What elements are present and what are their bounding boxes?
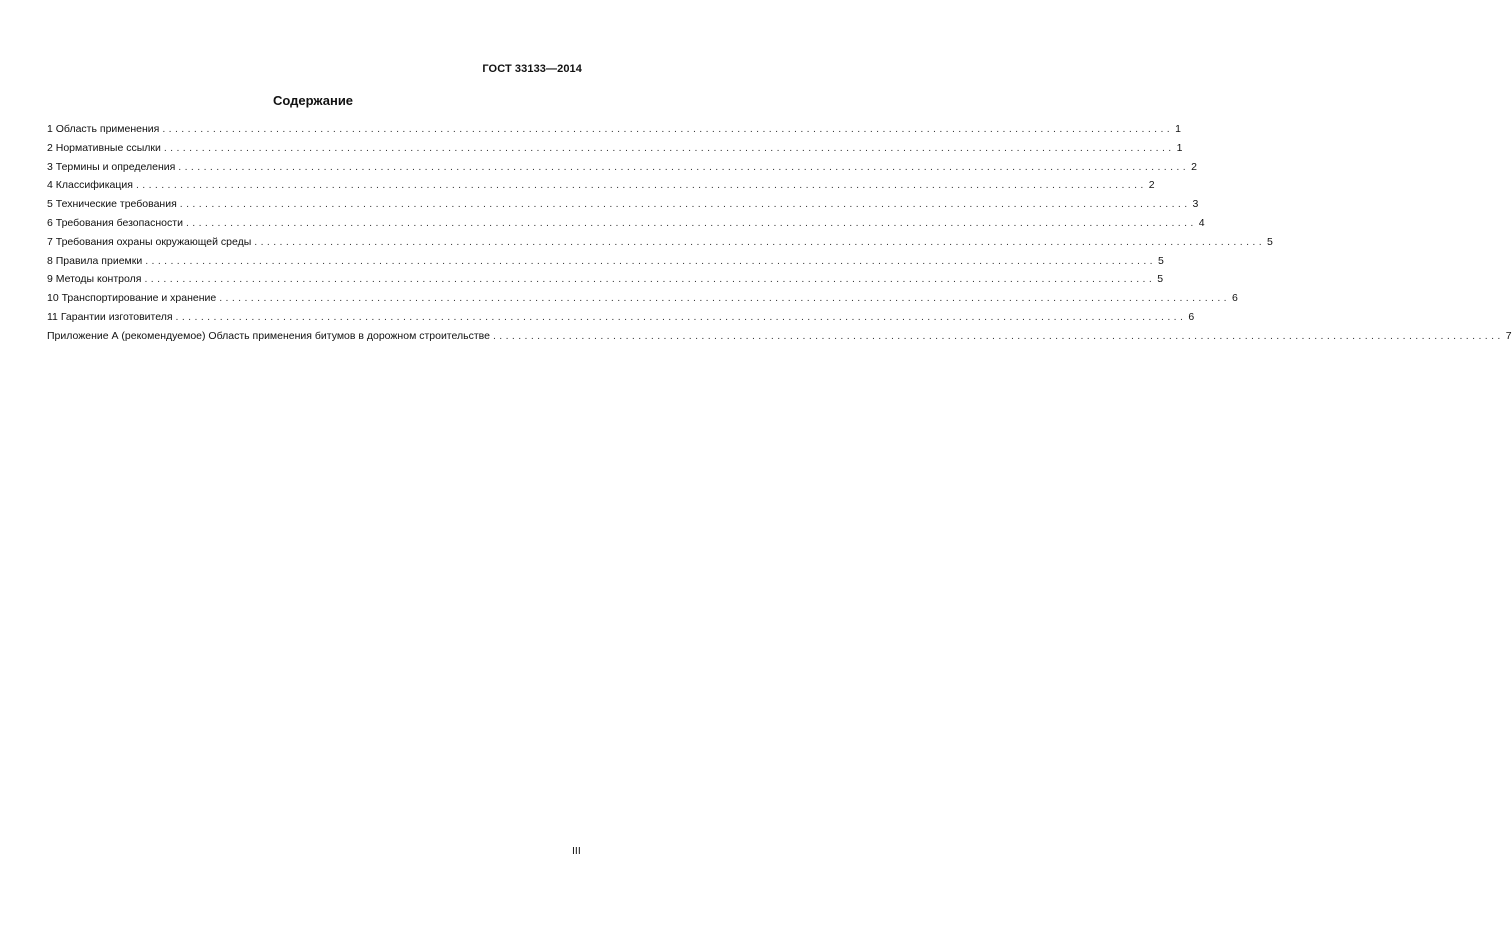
toc-entry-text: 3 Термины и определения (47, 160, 176, 173)
toc-leader-dots: ................................................................................................................................................................ (179, 198, 1191, 211)
table-of-contents (47, 123, 1512, 349)
page-number: III (572, 845, 581, 857)
toc-entry[interactable] (47, 310, 1195, 330)
toc-entry-text: 6 Требования безопасности (47, 216, 183, 229)
toc-leader-dots: ................................................................................................................................................................ (219, 292, 1230, 305)
document-code: ГОСТ 33133—2014 (482, 63, 582, 75)
toc-leader-dots: ................................................................................................................................................................ (254, 235, 1266, 248)
toc-leader-dots: ................................................................................................................................................................ (144, 273, 1156, 286)
toc-entry[interactable] (47, 198, 1199, 217)
toc-entry-text: 1 Область применения (47, 123, 160, 135)
toc-entry-page: 2 (1191, 160, 1197, 173)
toc-entry-page: 1 (1176, 141, 1183, 154)
toc-leader-dots: ................................................................................................................................................................ (162, 123, 1174, 135)
toc-entry[interactable] (47, 254, 1164, 274)
toc-entry-page: 2 (1148, 179, 1155, 192)
toc-entry-text: 2 Нормативные ссылки (47, 141, 161, 154)
toc-leader-dots: ................................................................................................................................................................ (145, 254, 1156, 267)
toc-entry-page: 4 (1198, 216, 1205, 229)
toc-entry-text: Приложение А (рекомендуемое) Область применения битумов в дорожном строительстве (47, 329, 490, 342)
toc-entry-text: 8 Правила приемки (47, 254, 143, 267)
toc-entry-page: 5 (1157, 254, 1164, 267)
toc-entry-text: 10 Транспортирование и хранение (47, 292, 217, 305)
toc-entry[interactable] (47, 329, 1512, 349)
toc-leader-dots: ................................................................................................................................................................ (178, 160, 1190, 173)
toc-entry-page: 1 (1175, 123, 1181, 135)
toc-leader-dots: ................................................................................................................................................................ (163, 141, 1175, 154)
toc-entry[interactable] (47, 273, 1164, 292)
toc-entry[interactable] (47, 216, 1205, 236)
toc-entry[interactable] (47, 179, 1155, 198)
toc-entry[interactable] (47, 141, 1183, 161)
toc-entry-text: 11 Гарантии изготовителя (47, 310, 173, 323)
toc-leader-dots: ................................................................................................................................................................ (492, 329, 1504, 342)
toc-entry-page: 3 (1192, 198, 1199, 211)
toc-entry-page: 5 (1157, 273, 1164, 286)
toc-title: Содержание (272, 93, 354, 108)
toc-entry-text: 5 Технические требования (47, 198, 177, 211)
toc-entry[interactable] (47, 235, 1273, 255)
toc-entry-page: 6 (1188, 310, 1195, 323)
toc-entry-text: 7 Требования охраны окружающей среды (47, 235, 252, 248)
toc-entry-page: 7 (1505, 329, 1512, 342)
toc-leader-dots: ................................................................................................................................................................ (175, 310, 1187, 323)
toc-leader-dots: ................................................................................................................................................................ (135, 179, 1147, 192)
toc-entry[interactable] (47, 123, 1181, 142)
toc-entry-text: 9 Методы контроля (47, 273, 142, 286)
toc-leader-dots: ................................................................................................................................................................ (185, 216, 1197, 229)
toc-entry[interactable] (47, 292, 1238, 311)
toc-entry-page: 6 (1231, 292, 1238, 305)
toc-entry-page: 5 (1267, 235, 1273, 248)
toc-entry[interactable] (47, 160, 1197, 180)
toc-entry-text: 4 Классификация (47, 179, 133, 192)
